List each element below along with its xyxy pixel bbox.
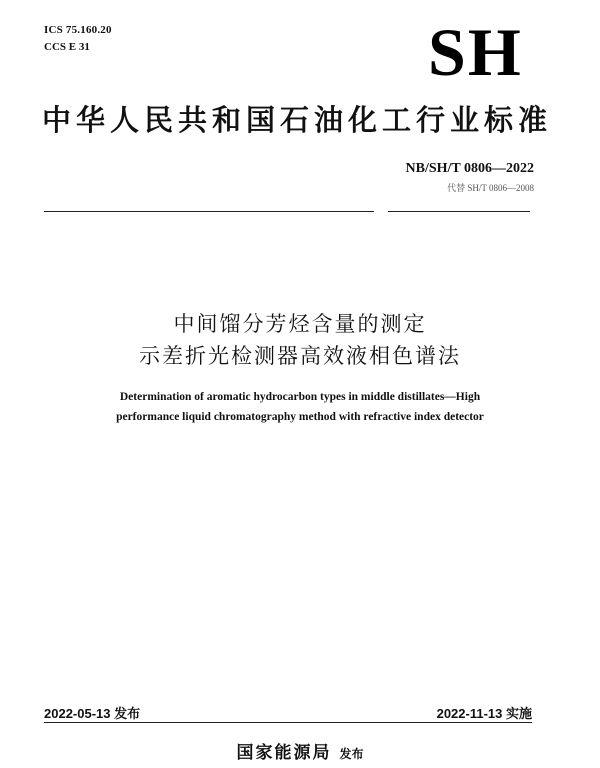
document-title-en-line1: Determination of aromatic hydrocarbon types in middle distillates—High [119, 391, 481, 403]
publisher [0, 738, 600, 763]
header-divider-left [44, 211, 374, 212]
header-divider-right [388, 211, 530, 212]
replaces-standard: 代替 SH/T 0806—2008 [447, 183, 534, 193]
publisher-suffix: 发布 [339, 747, 364, 761]
document-title-cn-line1: 中间馏分芳烃含量的测定 [173, 312, 427, 336]
standard-organization-title: 中华人民共和国石油化工行业标准 [42, 103, 553, 137]
sh-logo: SH [428, 14, 523, 90]
footer-divider [44, 722, 532, 723]
standard-number: NB/SH/T 0806—2022 [405, 161, 534, 176]
document-title-cn-line2: 示差折光检测器高效液相色谱法 [139, 344, 461, 368]
issue-date: 2022-05-13 发布 [44, 706, 141, 721]
document-title-en-line2: performance liquid chromatography method with refractive index detector [116, 411, 484, 423]
ics-code: ICS 75.160.20 [44, 24, 112, 36]
ccs-code: CCS E 31 [44, 41, 90, 53]
publisher-name: 国家能源局 [236, 743, 332, 763]
implementation-date: 2022-11-13 实施 [436, 706, 532, 721]
